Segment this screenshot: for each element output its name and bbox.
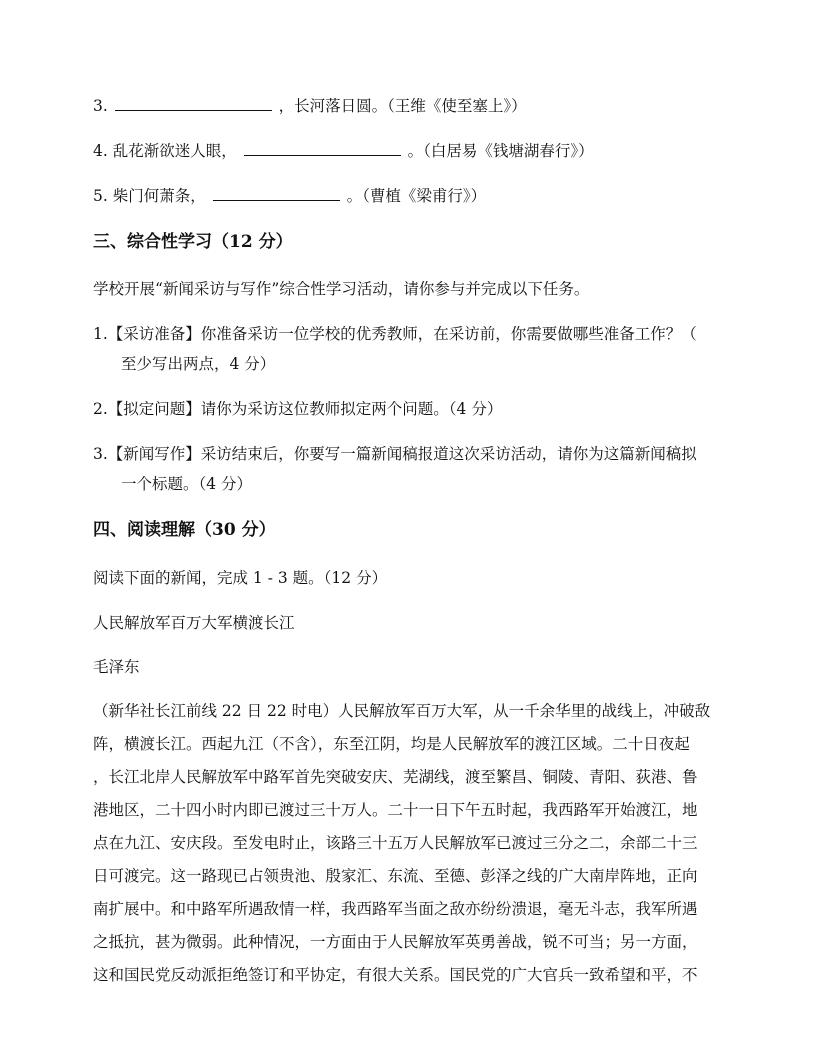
article-line: 阵，横渡长江。西起九江（不含），东至江阴，均是人民解放军的渡江区域。二十日夜起 bbox=[93, 735, 690, 753]
question-2: 2.【拟定问题】请你为采访这位教师拟定两个问题。（4 分） bbox=[93, 400, 503, 418]
line-text: 乱花渐欲迷人眼， bbox=[112, 142, 237, 160]
article-line: 南扩展中。和中路军所遇敌情一样，我西路军当面之敌亦纷纷溃退，毫无斗志，我军所遇 bbox=[93, 900, 698, 918]
answer-blank[interactable] bbox=[115, 96, 272, 111]
article-title: 人民解放军百万大军横渡长江 bbox=[93, 614, 295, 632]
item-number: 5. bbox=[93, 187, 108, 205]
question-3-line-2: 一个标题。（4 分） bbox=[121, 475, 253, 493]
line-text: 。（白居易《钱塘湖春行》） bbox=[407, 142, 594, 160]
question-1-line-1: 1.【采访准备】你准备采访一位学校的优秀教师，在采访前，你需要做哪些准备工作？（ bbox=[93, 325, 697, 343]
article-line: 点在九江、安庆段。至发电时止，该路三十五万人民解放军已渡过三分之二，余部二十三 bbox=[93, 834, 698, 852]
answer-blank[interactable] bbox=[244, 141, 401, 156]
fill-blank-5 bbox=[93, 186, 720, 206]
fill-blank-3 bbox=[93, 96, 720, 116]
article-line: ，长江北岸人民解放军中路军首先突破安庆、芜湖线，渡至繁昌、铜陵、青阳、荻港、鲁 bbox=[93, 768, 698, 786]
fill-blank-4 bbox=[93, 141, 720, 161]
article-line: 之抵抗，甚为微弱。此种情况，一方面由于人民解放军英勇善战，锐不可当；另一方面， bbox=[93, 933, 698, 951]
article-line: 港地区，二十四小时内即已渡过三十万人。二十一日下午五时起，我西路军开始渡江，地 bbox=[93, 801, 698, 819]
line-text: 柴门何萧条， bbox=[112, 187, 206, 205]
section-intro: 学校开展“新闻采访与写作”综合性学习活动，请你参与并完成以下任务。 bbox=[93, 280, 590, 298]
line-text: 。（曹植《梁甫行》） bbox=[346, 187, 487, 205]
section-intro: 阅读下面的新闻，完成 1 - 3 题。（12 分） bbox=[93, 569, 388, 587]
article-line: 日可渡完。这一路现已占领贵池、殷家汇、东流、至德、彭泽之线的广大南岸阵地，正向 bbox=[93, 867, 698, 885]
item-number: 3. bbox=[93, 97, 108, 115]
question-1-line-2: 至少写出两点，4 分） bbox=[121, 355, 276, 373]
article-line: （新华社长江前线 22 日 22 时电）人民解放军百万大军，从一千余华里的战线上，冲破敌 bbox=[93, 702, 711, 720]
answer-blank[interactable] bbox=[213, 186, 340, 201]
item-number: 4. bbox=[93, 142, 108, 160]
section-heading: 四、阅读理解（30 分） bbox=[93, 520, 276, 540]
article-line: 这和国民党反动派拒绝签订和平协定，有很大关系。国民党的广大官兵一致希望和平，不 bbox=[93, 966, 698, 984]
article-author: 毛泽东 bbox=[93, 658, 140, 676]
question-3-line-1: 3.【新闻写作】采访结束后，你要写一篇新闻稿报道这次采访活动，请你为这篇新闻稿拟 bbox=[93, 445, 697, 463]
line-text: ，长河落日圆。（王维《使至塞上》） bbox=[278, 97, 527, 115]
section-heading: 三、综合性学习（12 分） bbox=[93, 232, 293, 252]
